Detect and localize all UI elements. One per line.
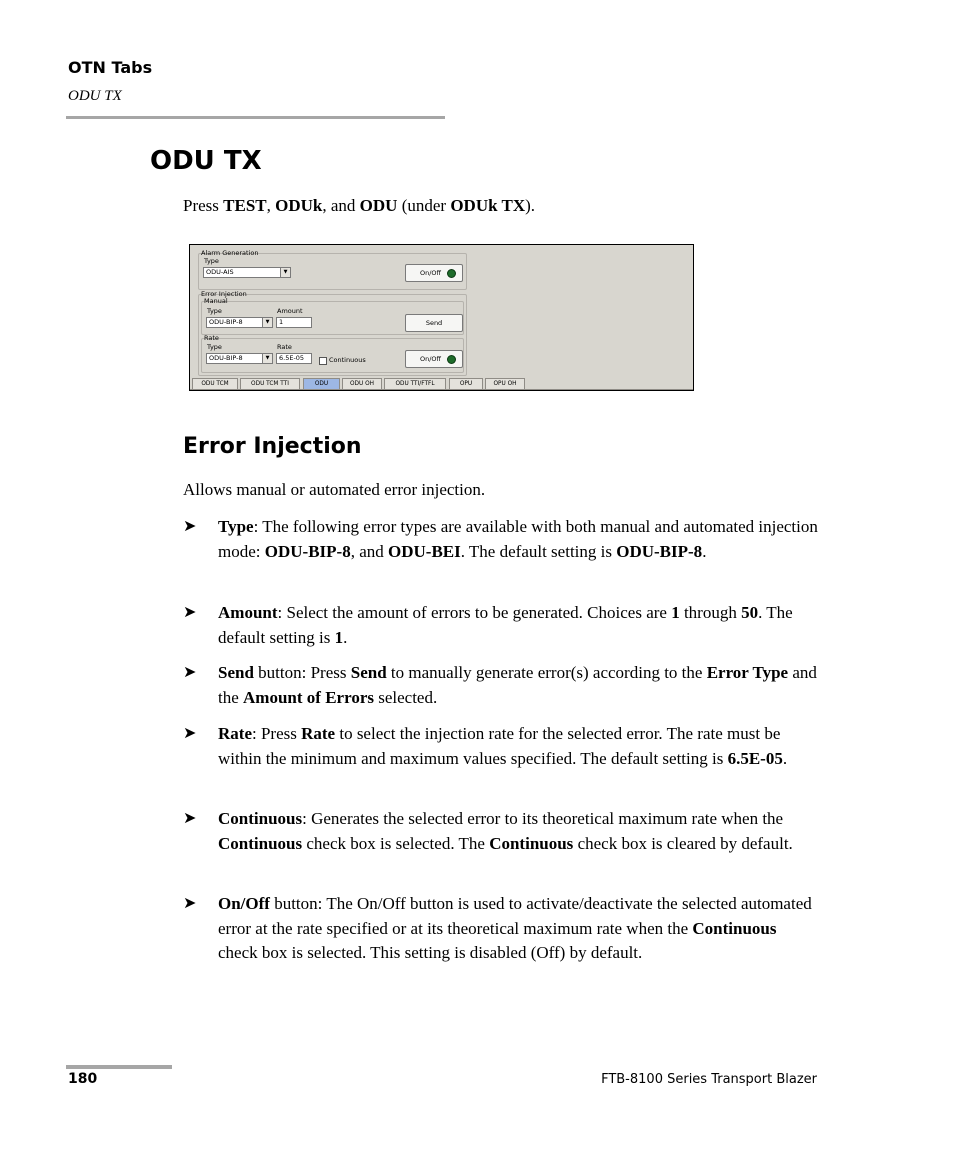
rate-type-label: Type: [207, 343, 222, 351]
alarm-type-value: ODU-AIS: [206, 268, 234, 276]
alarm-generation-label: Alarm Generation: [201, 249, 259, 257]
continuous-label: Continuous: [329, 356, 366, 364]
arrow-bullet-icon: ➤: [183, 518, 197, 535]
product-name: FTB-8100 Series Transport Blazer: [601, 1072, 817, 1087]
chevron-down-icon: ▼: [262, 354, 272, 363]
status-led-icon: [447, 355, 456, 364]
footer-rule: [66, 1065, 172, 1069]
tab-odu-oh[interactable]: ODU OH: [342, 378, 382, 389]
section-intro: Allows manual or automated error injection.: [183, 480, 486, 499]
arrow-bullet-icon: ➤: [183, 725, 197, 742]
tab-opu-oh[interactable]: OPU OH: [485, 378, 525, 389]
rate-onoff-label: On/Off: [420, 355, 442, 363]
amount-input[interactable]: [276, 317, 312, 328]
status-led-icon: [447, 269, 456, 278]
chevron-down-icon: ▼: [280, 268, 290, 277]
tab-odu-tcm-tti[interactable]: ODU TCM TTI: [240, 378, 300, 389]
error-injection-label: Error Injection: [201, 290, 247, 298]
odu-tx-screenshot: [189, 244, 694, 391]
arrow-bullet-icon: ➤: [183, 895, 197, 912]
rate-group-label: Rate: [204, 334, 219, 342]
chevron-down-icon: ▼: [262, 318, 272, 327]
alarm-type-select[interactable]: [203, 267, 291, 278]
send-label: Send: [425, 319, 443, 327]
arrow-bullet-icon: ➤: [183, 604, 197, 621]
intro-paragraph: Press TEST, ODUk, and ODU (under ODUk TX).: [183, 196, 536, 215]
header-subsection: ODU TX: [68, 88, 122, 104]
continuous-checkbox[interactable]: [319, 357, 327, 365]
tab-opu[interactable]: OPU: [449, 378, 483, 389]
manual-label: Manual: [204, 297, 228, 305]
header-rule: [66, 116, 445, 119]
manual-type-select[interactable]: [206, 317, 273, 328]
tab-odu-tcm[interactable]: ODU TCM: [192, 378, 238, 389]
header-section-title: OTN Tabs: [68, 58, 153, 77]
manual-type-value: ODU-BIP-8: [209, 318, 243, 326]
rate-value: 6.5E-05: [279, 354, 305, 362]
amount-label: Amount: [277, 307, 303, 315]
alarm-onoff-button[interactable]: [405, 264, 463, 282]
rate-label: Rate: [277, 343, 292, 351]
rate-type-value: ODU-BIP-8: [209, 354, 243, 362]
tab-odu[interactable]: ODU: [303, 378, 340, 389]
alarm-type-label: Type: [204, 257, 219, 265]
rate-type-select[interactable]: [206, 353, 273, 364]
page-title: ODU TX: [150, 146, 262, 176]
amount-value: 1: [279, 318, 284, 326]
alarm-onoff-label: On/Off: [420, 269, 442, 277]
arrow-bullet-icon: ➤: [183, 810, 197, 827]
manual-type-label: Type: [207, 307, 222, 315]
tab-odu-tti-ftfl[interactable]: ODU TTI/FTFL: [384, 378, 446, 389]
send-button[interactable]: [405, 314, 463, 332]
section-title: Error Injection: [183, 434, 362, 459]
page-number: 180: [68, 1071, 98, 1087]
tab-baseline: [190, 389, 693, 390]
rate-input[interactable]: [276, 353, 312, 364]
arrow-bullet-icon: ➤: [183, 664, 197, 681]
rate-onoff-button[interactable]: [405, 350, 463, 368]
